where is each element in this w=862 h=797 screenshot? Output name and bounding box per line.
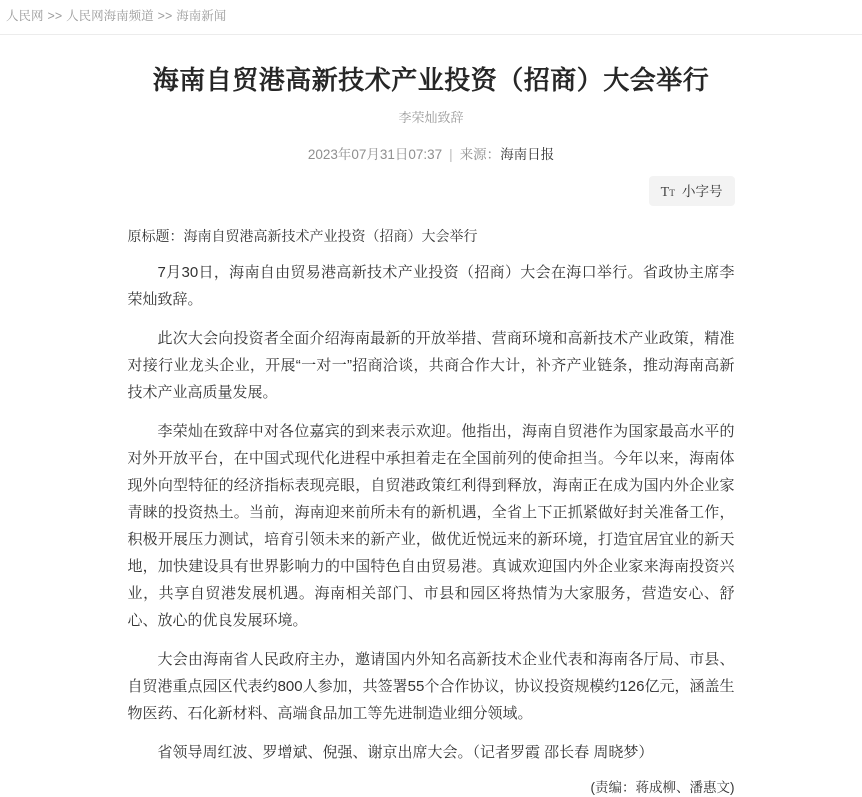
breadcrumb [0, 0, 862, 34]
font-size-button-label: 小字号 [682, 184, 723, 199]
source-label: 来源： [459, 147, 501, 162]
header-divider [0, 34, 862, 35]
breadcrumb-link-hainan-news[interactable]: 海南新闻 [176, 9, 227, 23]
breadcrumb-link-peoples-daily[interactable]: 人民网 [6, 9, 44, 23]
article-paragraph: 此次大会向投资者全面介绍海南最新的开放举措、营商环境和高新技术产业政策，精准对接行业龙头企业，开展“一对一”招商洽谈，共商合作大计，补齐产业链条，推动海南高新技术产业高质量发展。 [127, 330, 735, 401]
original-title-text: 海南自贸港高新技术产业投资（招商）大会举行 [183, 228, 478, 244]
original-title-line [128, 225, 735, 247]
source-link[interactable]: 海南日报 [500, 147, 555, 162]
publish-datetime: 2023年07月31日07:37 [307, 147, 443, 162]
original-title-label: 原标题： [127, 228, 184, 244]
article-paragraph: 7月30日，海南自由贸易港高新技术产业投资（招商）大会在海口举行。省政协主席李荣灿致辞。 [127, 264, 735, 308]
breadcrumb-separator: >> [47, 9, 63, 23]
article-paragraph: 大会由海南省人民政府主办，邀请国内外知名高新技术企业代表和海南各厅局、市县、自贸港重点园区代表约800人参加，共签署55个合作协议，协议投资规模约126亿元，涵盖生物医药、石化新材料、高端食品加工等先进制造业细分领域。 [127, 651, 735, 722]
breadcrumb-separator: >> [157, 9, 173, 23]
article-meta [128, 147, 735, 163]
article-toolbar [128, 176, 735, 206]
breadcrumb-link-hainan-channel[interactable]: 人民网海南频道 [66, 9, 154, 23]
article-body [128, 259, 735, 766]
article-paragraph: 省领导周红波、罗增斌、倪强、谢京出席大会。（记者罗霞 邵长春 周晓梦） [157, 744, 654, 761]
meta-separator: | [449, 147, 453, 162]
editors-note: (责编：蒋成柳、潘惠文) [590, 780, 735, 795]
article-subtitle: 李荣灿致辞 [398, 110, 464, 125]
font-size-icon: TT [660, 185, 675, 200]
article-container [128, 63, 735, 797]
font-size-button[interactable] [649, 176, 735, 206]
article-paragraph: 李荣灿在致辞中对各位嘉宾的到来表示欢迎。他指出，海南自贸港作为国家最高水平的对外开放平台，在中国式现代化进程中承担着走在全国前列的使命担当。今年以来，海南体现外向型特征的经济指标表现亮眼，自贸港政策红利得到释放，海南正在成为国内外企业家青睐的投资热土。当前，海南迎来前所未有的新机遇，全省上下正抓紧做好封关准备工作，积极开展压力测试，培育引领未来的新产业，做优近悦远来的新环境，打造宜居宜业的新天地，加快建设具有世界影响力的中国特色自由贸易港。真诚欢迎国内外企业家来海南投资兴业，共享自贸港发展机遇。海南相关部门、市县和园区将热情为大家服务，营造安心、舒心、放心的优良发展环境。 [127, 423, 735, 629]
article-title: 海南自贸港高新技术产业投资（招商）大会举行 [152, 65, 710, 95]
